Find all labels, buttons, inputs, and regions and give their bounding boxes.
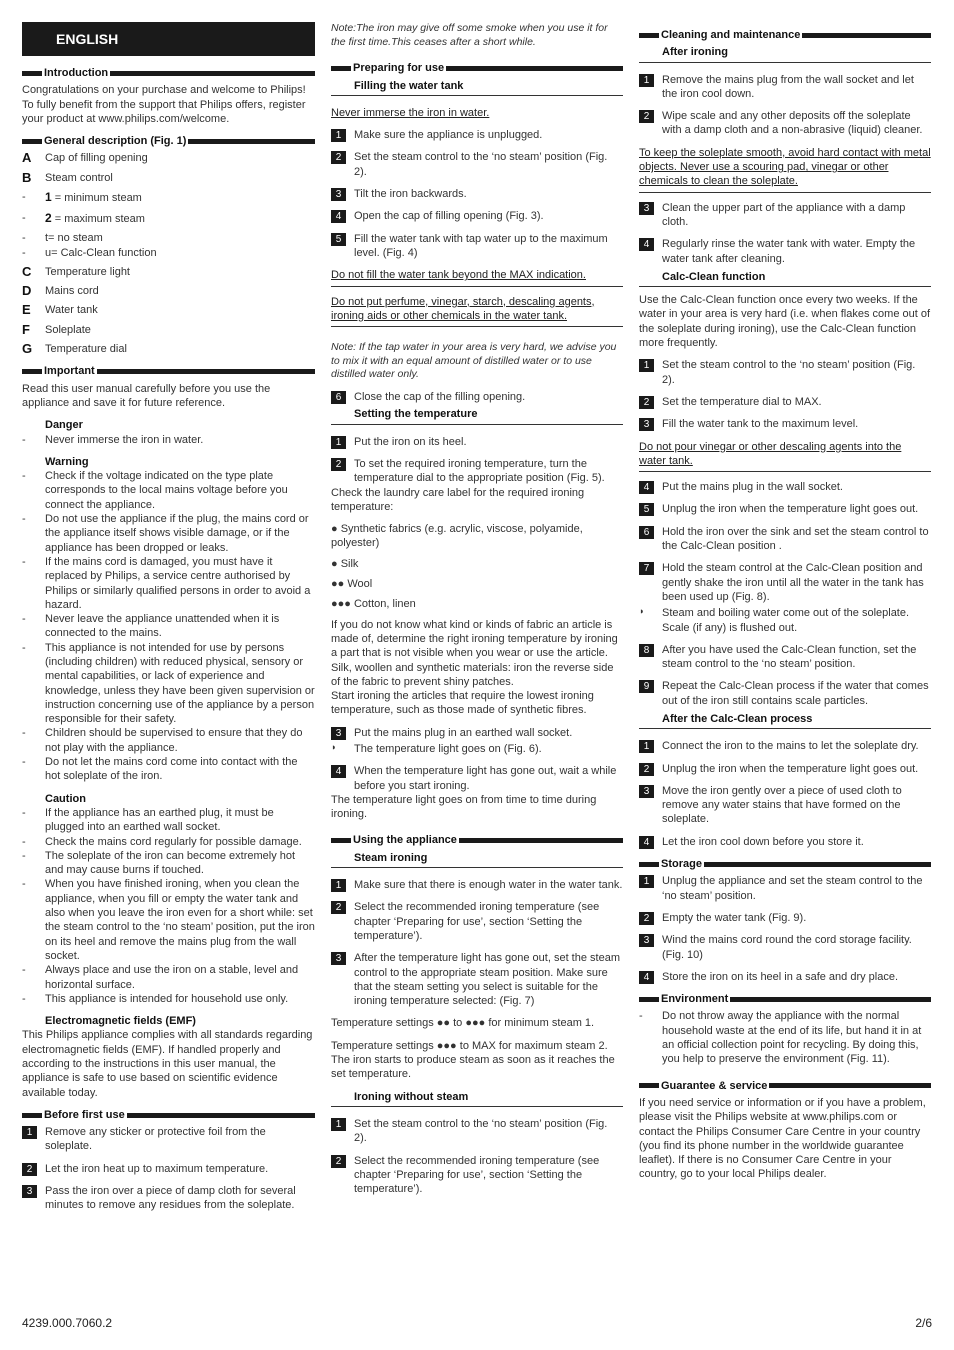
section-storage — [639, 857, 931, 871]
section-title: Before first use — [44, 1108, 125, 1121]
step-item: 3 Put the mains plug in an earthed wall socket. — [331, 726, 623, 740]
hard-water-note: Note: If the tap water in your area is very hard, we advise you to mix it with an equal amount of distilled water or to use distilled water only. — [331, 341, 617, 381]
step-item: 3 Fill the water tank to the maximum level. — [639, 417, 931, 431]
warning-item: - Never leave the appliance unattended when it is connected to the mains. — [22, 613, 280, 640]
subsection-steam-ironing: Steam ironing — [331, 851, 623, 868]
step-item: 3 Pass the iron over a piece of damp cloth for several minutes to remove any residues from the soleplate. — [22, 1184, 315, 1213]
danger-heading: Danger — [45, 419, 83, 432]
step-result: ◗ The temperature light goes on (Fig. 6). — [331, 742, 542, 755]
steam-setting-item: - t= no steam — [22, 232, 103, 245]
section-title: Introduction — [44, 67, 109, 79]
warning-smooth-soleplate: To keep the soleplate smooth, avoid hard contact with metal objects. Never use a scouring pad, vinegar or other chemicals to clean the soleplate. — [639, 146, 931, 193]
subsection-filling: Filling the water tank — [331, 79, 623, 96]
steam-setting-item: - u= Calc-Clean function — [22, 246, 157, 259]
section-title: Cleaning and maintenance — [661, 29, 801, 41]
warning-vinegar: Do not pour vinegar or other descaling agents into the water tank. — [639, 440, 931, 473]
caution-item: - Check the mains cord regularly for possible damage. — [22, 835, 302, 848]
section-before-first-use — [22, 1108, 315, 1122]
step-item: 4 When the temperature light has gone out, wait a while before you start ironing. — [331, 764, 623, 793]
fabric-item: ●●● Cotton, linen — [331, 598, 416, 611]
step-item: 1 Make sure that there is enough water in the water tank. — [331, 878, 623, 892]
part-item: D Mains cord — [22, 283, 99, 299]
step-item: 4 Store the iron on its heel in a safe and dry place. — [639, 970, 931, 984]
language-header: ENGLISH — [22, 22, 315, 56]
environment-item: - Do not throw away the appliance with the normal household waste at the end of its life, but hand it in at an official collection point for recycling. By doing this, you help to preserve the environment (Fig. 11). — [639, 1010, 922, 1066]
section-using — [331, 833, 623, 847]
part-item: G Temperature dial — [22, 341, 127, 357]
step-item: 4 Open the cap of filling opening (Fig. 3). — [331, 209, 623, 223]
temp-settings-min: Temperature settings ●● to ●●● for minimum steam 1. — [331, 1017, 595, 1030]
step-item: 2 To set the required ironing temperature, turn the temperature dial to the appropriate position (Fig. 5). — [331, 457, 623, 486]
intro-text: Congratulations on your purchase and welcome to Philips! To fully benefit from the support that Philips offers, register your product at www.philips.com/welcome. — [22, 84, 306, 125]
step-item: 1 Connect the iron to the mains to let the soleplate dry. — [639, 739, 931, 753]
section-title: Preparing for use — [353, 62, 445, 75]
section-title: Environment — [661, 993, 729, 1006]
unknown-fabric-text: If you do not know what kind or kinds of fabric an article is made of, determine the right ironing temperature by ironing a part that is not visible when you wear or use the article. — [331, 618, 618, 660]
subsection-after-ironing: After ironing — [639, 45, 931, 62]
step-item: 4 Regularly rinse the water tank with water. Empty the water tank after cleaning. — [639, 237, 931, 266]
step-item: 6 Hold the iron over the sink and set the steam control to the Calc-Clean position . — [639, 525, 931, 554]
step-item: 3 Tilt the iron backwards. — [331, 187, 623, 201]
caution-item: - The soleplate of the iron can become extremely hot and may cause burns if touched. — [22, 849, 296, 877]
step-item: 6 Close the cap of the filling opening. — [331, 390, 623, 404]
fabric-item: ● Silk — [331, 557, 359, 570]
warning-item: - Do not let the mains cord come into contact with the hot soleplate of the iron. — [22, 756, 298, 783]
section-important — [22, 364, 315, 378]
step-item: 1 Make sure the appliance is unplugged. — [331, 128, 623, 142]
part-item: F Soleplate — [22, 321, 91, 337]
steam-setting-item: - 1 = minimum steam — [22, 190, 142, 205]
section-general-description — [22, 134, 315, 148]
page-number: 2/6 — [915, 1316, 932, 1330]
step-item: 8 After you have used the Calc-Clean function, set the steam control to the ‘no steam’ position. — [639, 643, 931, 672]
section-preparing — [331, 61, 623, 75]
step-item: 2 Unplug the iron when the temperature light goes out. — [639, 762, 931, 776]
step-item: 3 Wind the mains cord round the cord storage facility. (Fig. 10) — [639, 933, 931, 962]
part-item: E Water tank — [22, 302, 98, 318]
step-item: 5 Fill the water tank with tap water up to the maximum level. (Fig. 4) — [331, 232, 623, 261]
steam-setting-item: - 2 = maximum steam — [22, 210, 145, 225]
steam-start-text: The iron starts to produce steam as soon as it reaches the set temperature. — [331, 1054, 615, 1081]
warning-item: - Check if the voltage indicated on the type plate corresponds to the local mains voltage before you connect the appliance. — [22, 470, 288, 511]
section-title: Using the appliance — [353, 834, 457, 847]
step-item: 4 Let the iron cool down before you store it. — [639, 835, 931, 849]
step-item: 1 Set the steam control to the ‘no steam’ position (Fig. 2). — [639, 358, 931, 387]
section-title: General description (Fig. 1) — [44, 135, 187, 148]
step-item: 2 Select the recommended ironing temperature (see chapter ‘Preparing for use’, section ‘Setting the temperature’). — [331, 1154, 623, 1197]
step-item: 9 Repeat the Calc-Clean process if the water that comes out of the iron still contains scale particles. — [639, 679, 931, 708]
step-item: 2 Wipe scale and any other deposits off the soleplate with a damp cloth and a non-abrasive (liquid) cleaner. — [639, 109, 931, 138]
step-item: 1 Put the iron on its heel. — [331, 435, 623, 449]
step-item: 2 Set the temperature dial to MAX. — [639, 395, 931, 409]
caution-item: - When you have finished ironing, when you clean the appliance, when you fill or empty the water tank and also when you leave the iron even for a short while: set the steam control to the ‘no steam’ position, put the iron on its heel and remove the mains plug from the wall socket. — [22, 878, 315, 962]
section-cleaning — [639, 28, 931, 42]
part-item: C Temperature light — [22, 263, 130, 279]
step-item: 4 Put the mains plug in the wall socket. — [639, 480, 931, 494]
danger-item: - Never immerse the iron in water. — [22, 433, 204, 446]
subsection-setting-temperature: Setting the temperature — [331, 407, 623, 424]
step-item: 3 After the temperature light has gone out, set the steam control to the appropriate steam position. Make sure that the steam setting you select is suitable for the ironing temperature selected: (Fig. 7) — [331, 951, 623, 1008]
warning-heading: Warning — [45, 455, 89, 468]
subsection-without-steam: Ironing without steam — [331, 1090, 623, 1107]
step-item: 1 Remove the mains plug from the wall socket and let the iron cool down. — [639, 73, 931, 102]
column-1 — [22, 22, 315, 1221]
warning-item: - If the mains cord is damaged, you must have it replaced by Philips, a service centre authorised by Philips or similarly qualified persons in order to avoid a hazard. — [22, 555, 311, 611]
step-item: 3 Move the iron gently over a piece of used cloth to remove any water stains that have formed on the soleplate. — [639, 784, 931, 827]
step-item: 1 Remove any sticker or protective foil from the soleplate. — [22, 1125, 315, 1154]
section-title: Important — [44, 365, 95, 378]
step-item: 3 Clean the upper part of the appliance with a damp cloth. — [639, 201, 931, 230]
part-item: B Steam control — [22, 169, 113, 185]
caution-heading: Caution — [45, 792, 86, 805]
warning-max: Do not fill the water tank beyond the MAX indication. — [331, 268, 623, 286]
subsection-calc-clean: Calc-Clean function — [639, 270, 931, 287]
warning-item: - This appliance is not intended for use by persons (including children) with reduced physical, sensory or mental capabilities, or lack of experience and knowledge, unless they have been given supervision or instruction concerning use of the appliance by a person responsible for their safety. — [22, 641, 315, 726]
section-introduction — [22, 66, 315, 80]
caution-item: - Always place and use the iron on a stable, level and horizontal surface. — [22, 964, 299, 991]
section-title: Storage — [661, 858, 702, 871]
temp-settings-max: Temperature settings ●●● to MAX for maximum steam 2. — [331, 1039, 608, 1052]
column-2 — [331, 22, 623, 1204]
step-result: ◗ Steam and boiling water come out of the soleplate. Scale (if any) is flushed out. — [639, 606, 910, 634]
warning-item: - Do not use the appliance if the plug, the mains cord or the appliance itself shows visible damage, or if the appliance has been dropped or leaks. — [22, 513, 309, 554]
care-label-text: Check the laundry care label for the required ironing temperature: — [331, 486, 585, 513]
guarantee-text: If you need service or information or if you have a problem, please visit the Philips website at www.philips.com or contact the Philips Consumer Care Centre in your country (you find its phone number in the worldwide guarantee leaflet). If there is no Consumer Care Centre in your country, go to your local Philips dealer. — [639, 1096, 926, 1181]
step-item: 7 Hold the steam control at the Calc-Clean position and gently shake the iron until all the water in the tank has been used up (Fig. 8). — [639, 561, 931, 604]
caution-item: - If the appliance has an earthed plug, it must be plugged into an earthed wall socket. — [22, 806, 274, 834]
subsection-after-calc-clean: After the Calc-Clean process — [639, 712, 931, 729]
step-item: 2 Select the recommended ironing temperature (see chapter ‘Preparing for use’, section ‘Setting the temperature’). — [331, 900, 623, 943]
emf-heading: Electromagnetic fields (EMF) — [45, 1015, 196, 1028]
step-item: 2 Set the steam control to the ‘no steam’ position (Fig. 2). — [331, 150, 623, 179]
important-intro: Read this user manual carefully before you use the appliance and save it for future reference. — [22, 382, 271, 409]
emf-text: This Philips appliance complies with all standards regarding electromagnetic fields (EMF). If handled properly and according to the instructions in this user manual, the appliance is safe to use based on scientific evidence available today. — [22, 1029, 313, 1099]
section-title: Guarantee & service — [661, 1079, 768, 1092]
step-item: 5 Unplug the iron when the temperature light goes out. — [639, 502, 931, 516]
fabric-item: ●● Wool — [331, 578, 373, 591]
step-item: 2 Let the iron heat up to maximum temperature. — [22, 1162, 315, 1176]
section-environment — [639, 992, 931, 1006]
step-item: 1 Unplug the appliance and set the steam control to the ‘no steam’ position. — [639, 874, 931, 903]
step-item: 2 Empty the water tank (Fig. 9). — [639, 911, 931, 925]
fabric-item: ● Synthetic fabrics (e.g. acrylic, viscose, polyamide, polyester) — [331, 523, 583, 550]
silk-text: Silk, woollen and synthetic materials: iron the reverse side of the fabric to prevent shiny patches. — [331, 661, 614, 688]
caution-item: - This appliance is intended for household use only. — [22, 992, 289, 1005]
temp-light-text: The temperature light goes on from time to time during ironing. — [331, 793, 597, 821]
calc-clean-intro: Use the Calc-Clean function once every two weeks. If the water in your area is very hard (i.e. when flakes come out of the soleplate during ironing), use the Calc-Clean function more frequently. — [639, 294, 931, 350]
part-item: A Cap of filling opening — [22, 150, 148, 166]
warning-item: - Children should be supervised to ensure that they do not play with the appliance. — [22, 727, 303, 754]
smoke-note: Note:The iron may give off some smoke when you use it for the first time.This ceases after a short while. — [331, 22, 608, 48]
column-3 — [639, 22, 931, 1190]
document-code: 4239.000.7060.2 — [22, 1316, 113, 1330]
warning-never-immerse: Never immerse the iron in water. — [331, 106, 490, 119]
start-ironing-text: Start ironing the articles that require the lowest ironing temperature, such as those made of synthetic fibres. — [331, 690, 594, 717]
section-guarantee — [639, 1079, 931, 1093]
warning-perfume: Do not put perfume, vinegar, starch, descaling agents, ironing aids or other chemicals in the water tank. — [331, 295, 623, 328]
step-item: 1 Set the steam control to the ‘no steam’ position (Fig. 2). — [331, 1117, 623, 1146]
